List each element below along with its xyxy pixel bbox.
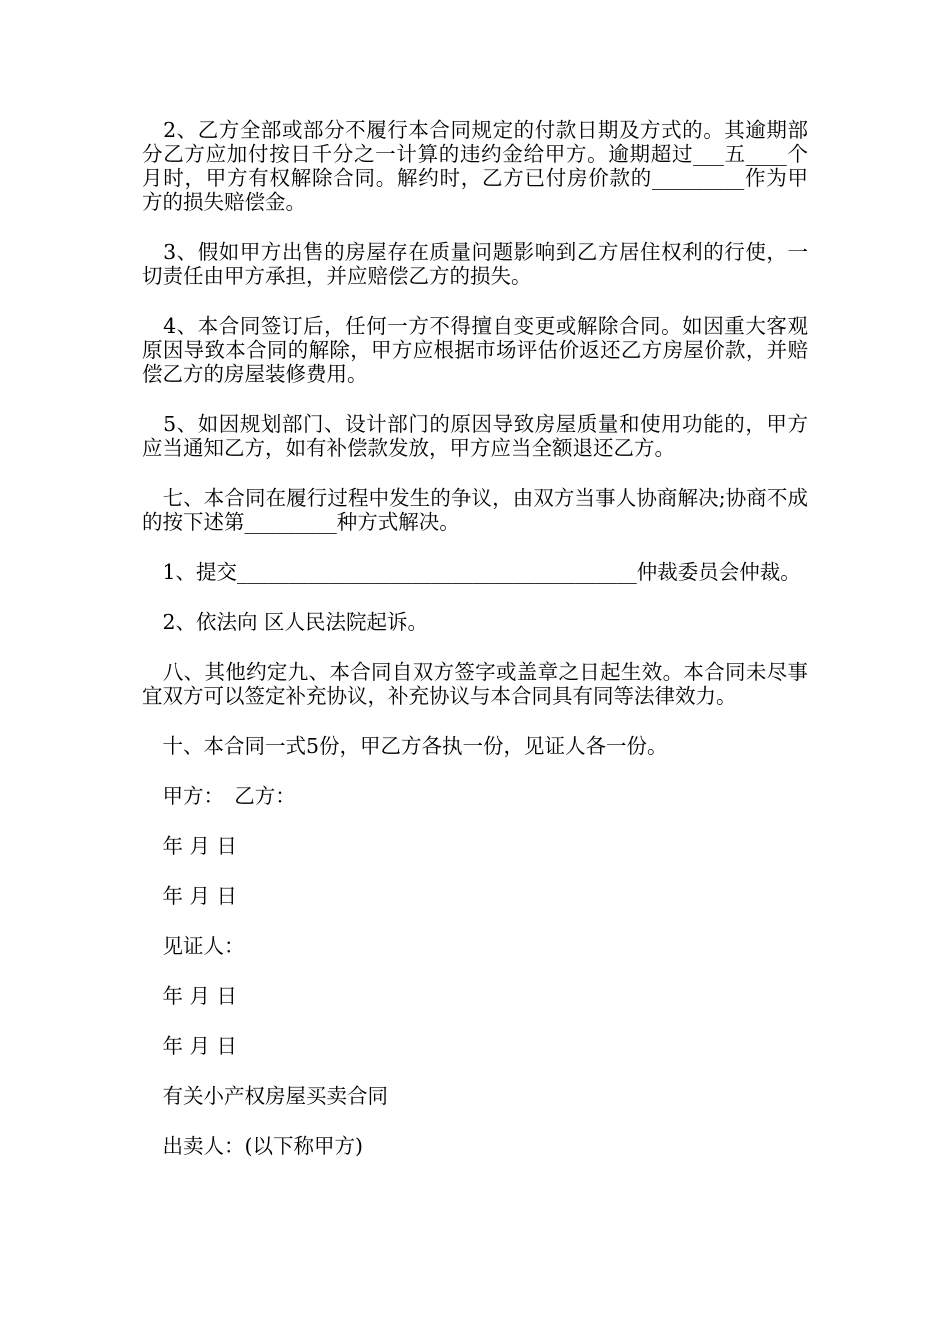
document-page xyxy=(142,118,808,1158)
witness-date-2: 年 月 日 xyxy=(142,1034,238,1058)
section-8-9-other-terms: 八、其他约定九、本合同自双方签字或盖章之日起生效。本合同未尽事宜双方可以签定补充协议，补充协议与本合同具有同等法律效力。 xyxy=(142,660,808,708)
dispute-option-1-arbitration: 1、提交_______________________________________仲裁委员会仲裁。 xyxy=(142,560,801,584)
next-contract-title: 有关小产权房屋买卖合同 xyxy=(142,1084,388,1108)
dispute-option-2-court: 2、依法向 区人民法院起诉。 xyxy=(142,610,429,634)
clause-4-no-unilateral-change: 4、本合同签订后，任何一方不得擅自变更或解除合同。如因重大客观原因导致本合同的解除，甲方应根据市场评估价返还乙方房屋价款，并赔偿乙方的房屋装修费用。 xyxy=(142,314,808,386)
signature-date-party-a: 年 月 日 xyxy=(142,834,238,858)
witness-date-1: 年 月 日 xyxy=(142,984,238,1008)
witness-label: 见证人： xyxy=(142,934,245,958)
clause-3-quality-issues: 3、假如甲方出售的房屋存在质量问题影响到乙方居住权利的行使，一切责任由甲方承担，并应赔偿乙方的损失。 xyxy=(142,240,808,288)
signature-parties: 甲方： 乙方： xyxy=(142,784,296,808)
signature-date-party-b: 年 月 日 xyxy=(142,884,238,908)
section-10-copies: 十、本合同一式5份，甲乙方各执一份，见证人各一份。 xyxy=(142,734,668,758)
clause-5-planning-department: 5、如因规划部门、设计部门的原因导致房屋质量和使用功能的，甲方应当通知乙方，如有补偿款发放，甲方应当全额退还乙方。 xyxy=(142,412,808,460)
section-7-dispute-resolution: 七、本合同在履行过程中发生的争议，由双方当事人协商解决;协商不成的按下述第_________种方式解决。 xyxy=(142,486,808,534)
clause-2-late-payment: 2、乙方全部或部分不履行本合同规定的付款日期及方式的。其逾期部分乙方应加付按日千分之一计算的违约金给甲方。逾期超过___五____个月时，甲方有权解除合同。解约时，乙方已付房价款的_________作为甲方的损失赔偿金。 xyxy=(142,118,808,214)
seller-line: 出卖人：(以下称甲方) xyxy=(142,1134,363,1158)
